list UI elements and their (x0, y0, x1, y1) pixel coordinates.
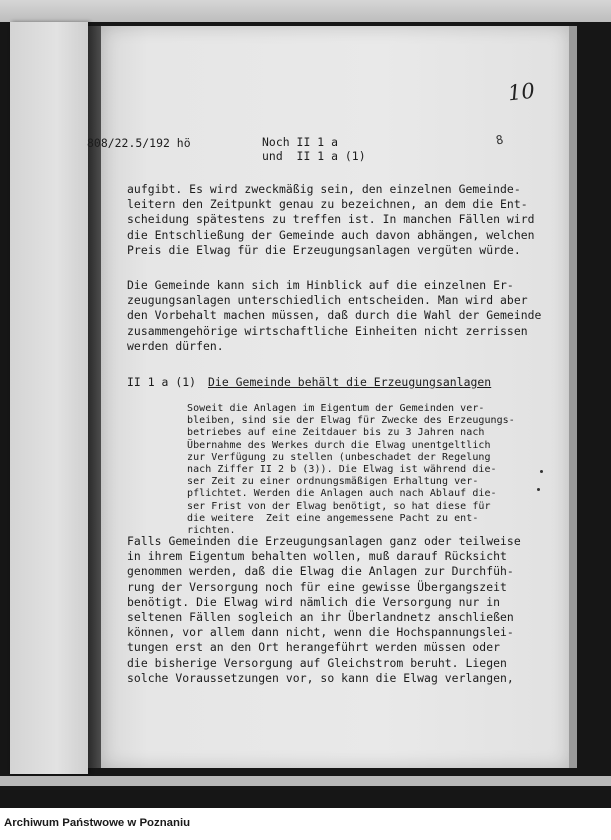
indented-paragraph: Soweit die Anlagen im Eigentum der Gemeinden ver- bleiben, sind sie der Elwag für Zwecke des Erzeugungs- betriebes auf eine Zeitdauer bis zu 3 Jahren nach Übernahme des Werkes durch die Elwag unentgeltlich zur Verfügung zu stellen (unbeschadet der Regelung nach Ziffer II 2 b (3)). Die Elwag ist während die- ser Zeit zu einer ordnungsmäßigen Erhaltung ver- pflichtet. Werden die Anlagen auch nach Ablauf die- ser Frist von der Elwag benötigt, so hat diese für die weitere Zeit eine angemessene Pacht zu ent- richten. (187, 403, 515, 537)
page-right-edge (569, 26, 577, 768)
scan-top-edge (0, 0, 611, 22)
paragraph-2: Die Gemeinde kann sich im Hinblick auf die einzelnen Er- zeugungsanlagen unterschiedlich entscheiden. Man wird aber den Vorbehalt machen müssen, daß durch die Wahl der Gemeinde zusammengehörige wirtschaftliche Einheiten nicht zerrissen werden dürfen. (127, 278, 542, 353)
paragraph-4: Falls Gemeinden die Erzeugungsanlagen ganz oder teilweise in ihrem Eigentum behalten wollen, muß darauf Rücksicht genommen werden, daß die Elwag die Anlagen zur Durchfüh- rung der Versorgung noch für eine gewisse Übergangszeit benötigt. Die Elwag wird nämlich die Versorgung nur in seltenen Fällen sogleich an ihr Überlandnetz anschließen können, vor allem dann nicht, wenn die Hochspannungslei- tungen erst an den Ort herangeführt werden müssen oder die bisherige Versorgung auf Gleichstrom beruht. Liegen solche Voraussetzungen vor, so kann die Elwag verlangen, (127, 534, 521, 685)
archive-footer (0, 808, 611, 840)
section-number: II 1 a (1) (127, 375, 197, 389)
margin-dot (537, 488, 540, 491)
corner-mark: 8 (494, 132, 505, 148)
section-title: Die Gemeinde behält die Erzeugungsanlagen (208, 375, 492, 389)
scan-bottom-edge (0, 776, 611, 786)
continuation-header: Noch II 1 a und II 1 a (1) (262, 135, 366, 163)
paragraph-1: aufgibt. Es wird zweckmäßig sein, den einzelnen Gemeinde- leitern den Zeitpunkt genau zu bezeichnen, an dem die Ent- scheidung spätestens zu treffen ist. In manchen Fällen wird die Entschließung der Gemeinde auch davon abhängen, welchen Preis die Elwag für die Erzeugungsanlagen vergüten würde. (127, 182, 535, 257)
underlying-sheet-edge (10, 22, 88, 774)
document-reference: 808/22.5/192 hö (87, 136, 191, 150)
archive-label: Archiwum Państwowe w Poznaniu (4, 817, 191, 829)
handwritten-page-number: 10 (506, 78, 536, 106)
margin-dot (540, 470, 543, 473)
